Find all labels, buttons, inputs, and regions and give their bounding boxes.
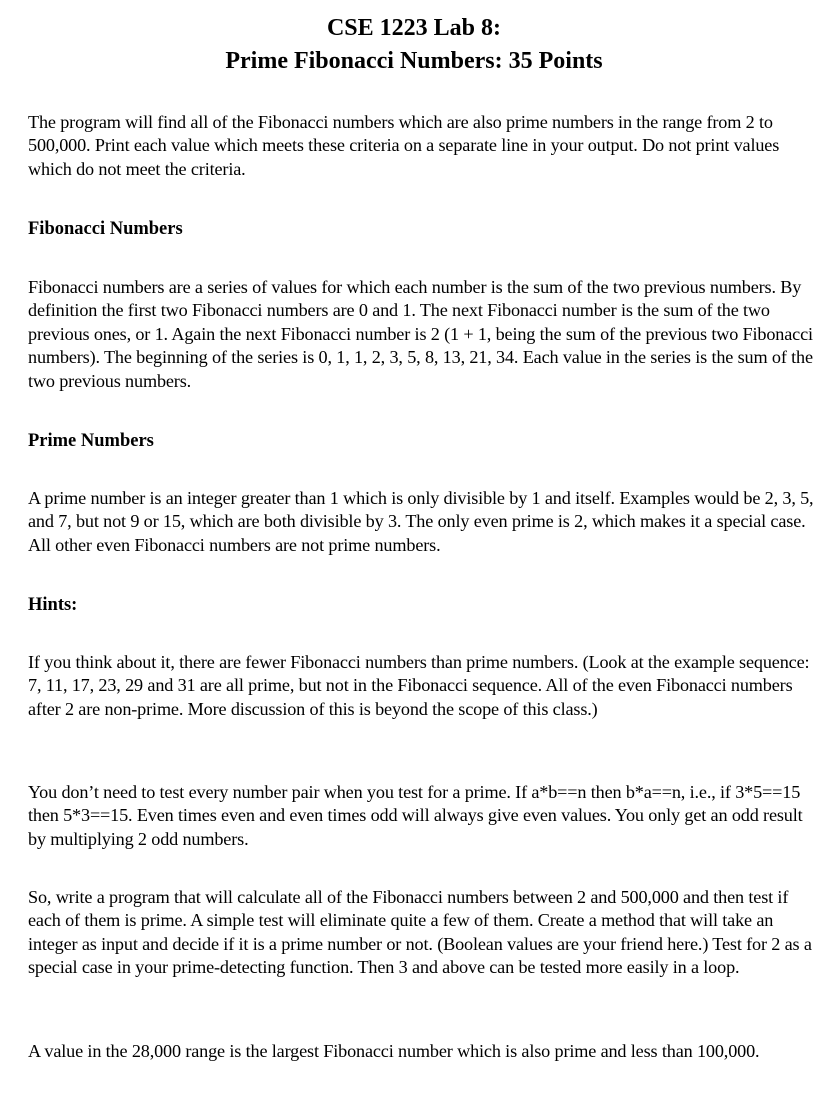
prime-paragraph: A prime number is an integer greater than 1 which is only divisible by 1 and itself. Examples would be 2, 3, 5, and 7, but not 9 or 15, which are both divisible by 3. The only even prime is 2, which makes it a special case. All other even Fibonacci numbers are not prime numbers. bbox=[28, 488, 814, 555]
page-title-line2: Prime Fibonacci Numbers: 35 Points bbox=[225, 48, 603, 74]
section-heading-hints: Hints: bbox=[28, 595, 78, 615]
hint-paragraph-1: If you think about it, there are fewer Fibonacci numbers than prime numbers. (Look at the example sequence: 7, 11, 17, 23, 29 and 31 are all prime, but not in the Fibonacci sequence. All of the even Fibonacci numbers after 2 are non-prime. More discussion of this is beyond the scope of this class.) bbox=[28, 652, 810, 719]
section-heading-fibonacci: Fibonacci Numbers bbox=[28, 219, 183, 239]
hint-paragraph-3: So, write a program that will calculate all of the Fibonacci numbers between 2 and 500,000 and then test if each of them is prime. A simple test will eliminate quite a few of them. Create a method that will take an integer as input and decide if it is a prime number or not. (Boolean values are your friend here.) Test for 2 as a special case in your prime-detecting function. Then 3 and above can be tested more easily in a loop. bbox=[28, 887, 812, 978]
page-title-line1: CSE 1223 Lab 8: bbox=[326, 15, 502, 41]
hint-paragraph-4: A value in the 28,000 range is the largest Fibonacci number which is also prime and less than 100,000. bbox=[28, 1041, 760, 1061]
intro-paragraph: The program will find all of the Fibonacci numbers which are also prime numbers in the range from 2 to 500,000. Print each value which meets these criteria on a separate line in your output. Do not print values which do not meet the criteria. bbox=[28, 112, 780, 179]
section-heading-prime: Prime Numbers bbox=[28, 431, 154, 451]
fibonacci-paragraph: Fibonacci numbers are a series of values for which each number is the sum of the two previous numbers. By definition the first two Fibonacci numbers are 0 and 1. The next Fibonacci number is the sum of the two previous ones, or 1. Again the next Fibonacci number is 2 (1 + 1, being the sum of the previous two Fibonacci numbers). The beginning of the series is 0, 1, 1, 2, 3, 5, 8, 13, 21, 34. Each value in the series is the sum of the two previous numbers. bbox=[28, 277, 813, 391]
hint-paragraph-2: You don’t need to test every number pair when you test for a prime. If a*b==n then b*a==n, i.e., if 3*5==15 then 5*3==15. Even times even and even times odd will always give even values. You only get an odd result by multiplying 2 odd numbers. bbox=[28, 782, 803, 849]
